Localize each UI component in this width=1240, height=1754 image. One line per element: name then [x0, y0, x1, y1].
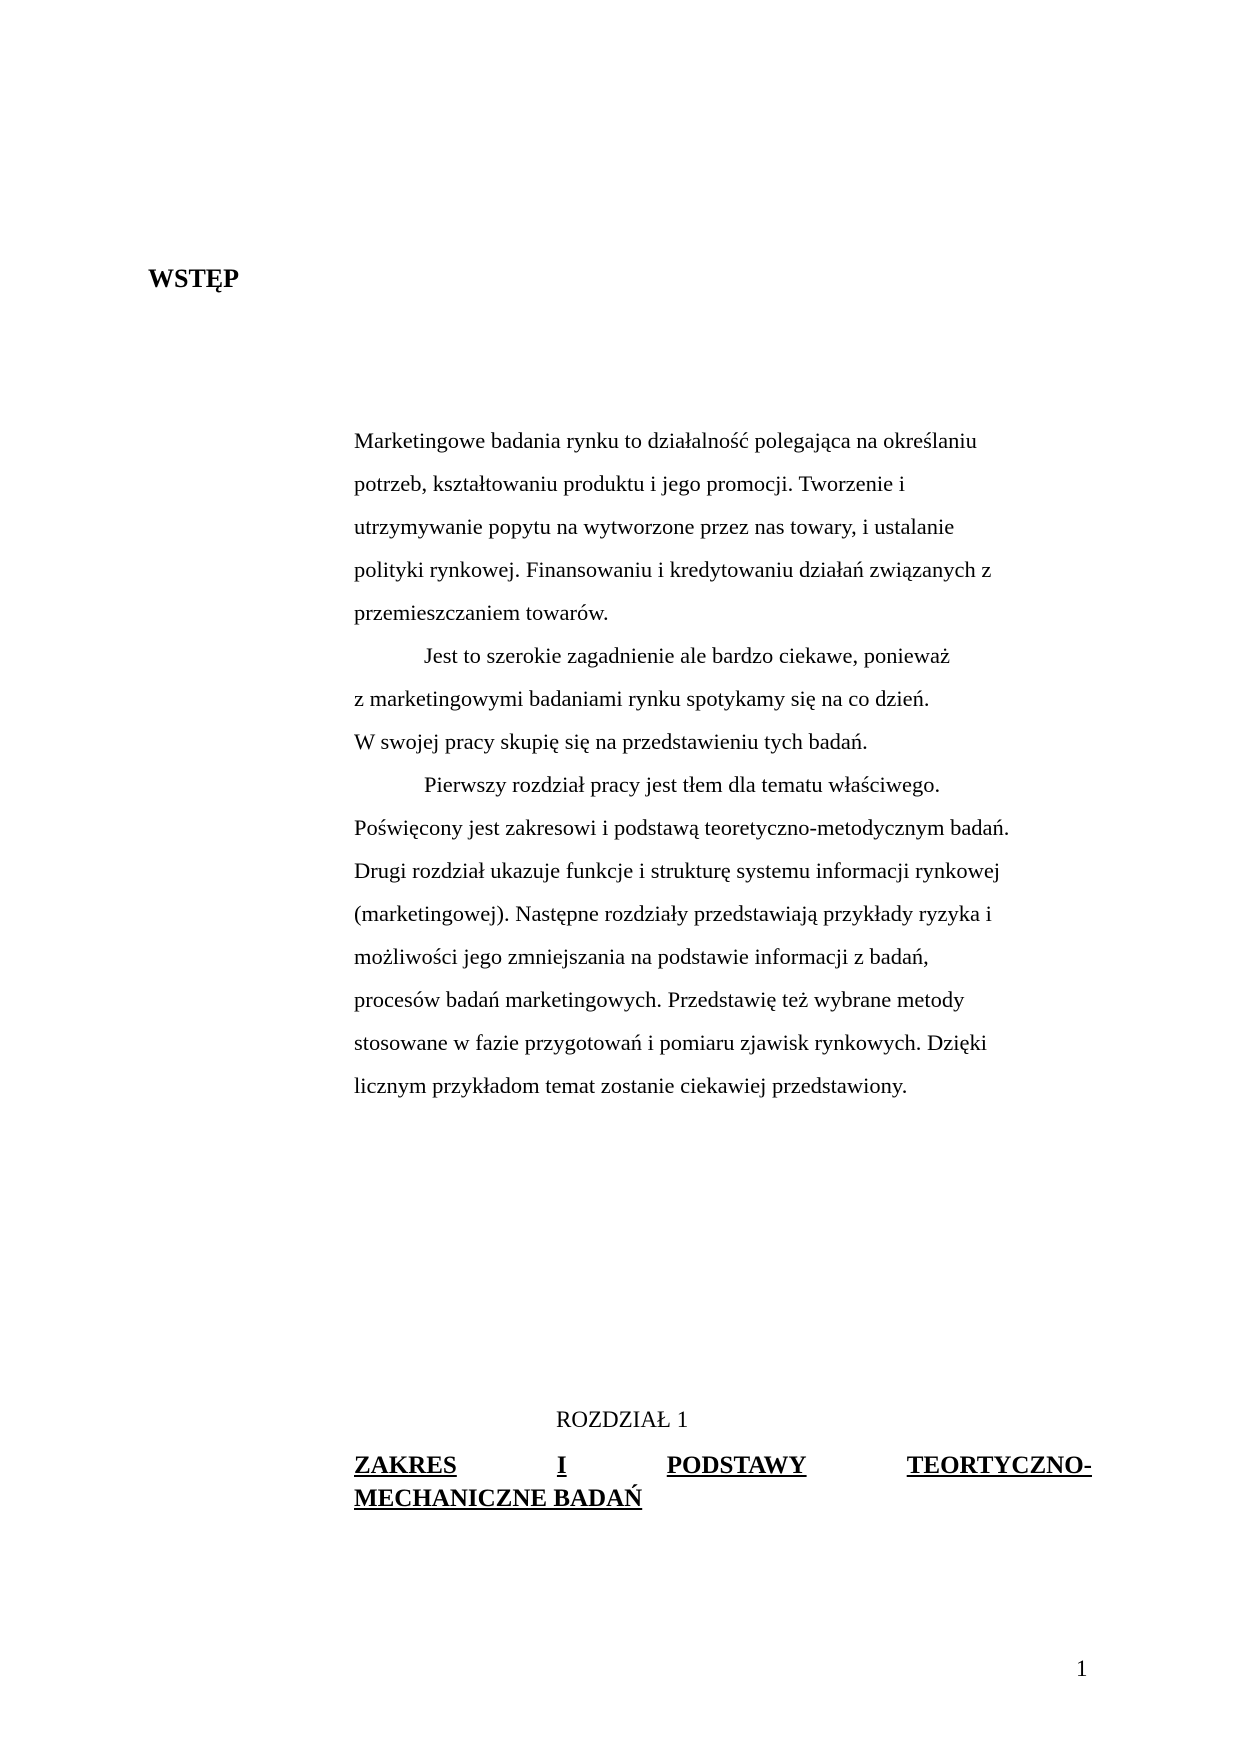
chapter-title-word: I	[556, 1452, 567, 1479]
chapter-title	[354, 1449, 1092, 1515]
paragraph-1	[354, 419, 1094, 634]
text-line: utrzymywanie popytu na wytworzone przez nas towary, i ustalanie	[354, 514, 955, 539]
text-line: procesów badań marketingowych. Przedstawię też wybrane metody	[354, 987, 965, 1012]
page-number: 1	[1076, 1656, 1088, 1681]
text-line: licznym przykładom temat zostanie ciekawiej przedstawiony.	[354, 1073, 908, 1098]
text-line: Drugi rozdział ukazuje funkcje i strukturę systemu informacji rynkowej	[354, 858, 1001, 883]
text-line: Poświęcony jest zakresowi i podstawą teoretyczno-metodycznym badań.	[354, 815, 1010, 840]
text-line: z marketingowymi badaniami rynku spotykamy się na co dzień.	[354, 686, 930, 711]
body-text	[354, 419, 1094, 1107]
paragraph-2	[354, 634, 1094, 763]
chapter-label: ROZDZIAŁ 1	[556, 1407, 689, 1432]
section-heading: WSTĘP	[148, 264, 240, 293]
chapter-title-word: ZAKRES	[354, 1452, 457, 1479]
text-line: Jest to szerokie zagadnienie ale bardzo ciekawe, ponieważ	[424, 643, 950, 668]
text-line: Pierwszy rozdział pracy jest tłem dla tematu właściwego.	[424, 772, 941, 797]
text-line: potrzeb, kształtowaniu produktu i jego promocji. Tworzenie i	[354, 471, 905, 496]
text-line: stosowane w fazie przygotowań i pomiaru zjawisk rynkowych. Dzięki	[354, 1030, 987, 1055]
chapter-title-word: TEORTYCZNO-	[906, 1452, 1092, 1479]
chapter-title-word: PODSTAWY	[666, 1452, 807, 1479]
text-line: możliwości jego zmniejszania na podstawie informacji z badań,	[354, 944, 929, 969]
text-line: Marketingowe badania rynku to działalność polegająca na określaniu	[354, 428, 977, 453]
paragraph-3	[354, 763, 1094, 1107]
text-line: przemieszczaniem towarów.	[354, 600, 609, 625]
text-line: W swojej pracy skupię się na przedstawieniu tych badań.	[354, 729, 868, 754]
text-line: (marketingowej). Następne rozdziały przedstawiają przykłady ryzyka i	[354, 901, 992, 926]
chapter-title-line-2: MECHANICZNE BADAŃ	[354, 1485, 643, 1512]
text-line: polityki rynkowej. Finansowaniu i kredytowaniu działań związanych z	[354, 557, 992, 582]
chapter-title-line-1	[354, 1449, 1092, 1482]
